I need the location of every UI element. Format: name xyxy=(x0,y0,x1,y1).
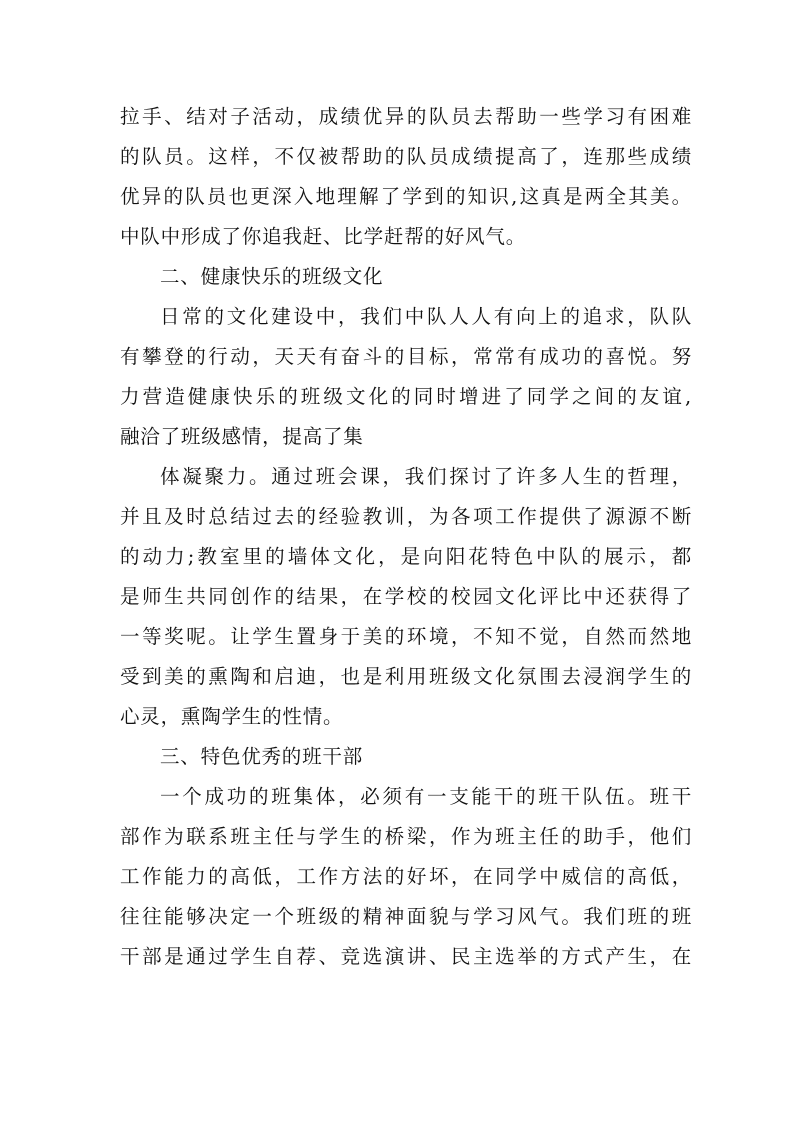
text-line: 力营造健康快乐的班级文化的同时增进了同学之间的友谊, xyxy=(120,385,692,408)
text-line: 一个成功的班集体，必须有一支能干的班干队伍。班干 xyxy=(160,785,692,808)
text-line: 往往能够决定一个班级的精神面貌与学习风气。我们班的班 xyxy=(120,905,692,928)
text-line: 心灵，熏陶学生的性情。 xyxy=(120,705,344,728)
section-heading: 二、健康快乐的班级文化 xyxy=(160,265,384,288)
text-line: 并且及时总结过去的经验教训，为各项工作提供了源源不断 xyxy=(120,505,692,528)
text-line: 优异的队员也更深入地理解了学到的知识,这真是两全其美。 xyxy=(120,185,692,208)
text-line: 干部是通过学生自荐、竞选演讲、民主选举的方式产生，在 xyxy=(120,945,692,968)
text-line: 的队员。这样，不仅被帮助的队员成绩提高了，连那些成绩 xyxy=(120,145,692,168)
text-line: 融洽了班级感情，提高了集 xyxy=(120,425,364,448)
text-line: 受到美的熏陶和启迪，也是利用班级文化氛围去浸润学生的 xyxy=(120,665,692,688)
section-heading: 三、特色优秀的班干部 xyxy=(160,745,364,768)
text-line: 工作能力的高低，工作方法的好坏，在同学中威信的高低， xyxy=(120,865,692,888)
text-line: 拉手、结对子活动，成绩优异的队员去帮助一些学习有困难 xyxy=(120,105,692,128)
text-line: 一等奖呢。让学生置身于美的环境，不知不觉，自然而然地 xyxy=(120,625,692,648)
text-line: 的动力;教室里的墙体文化，是向阳花特色中队的展示，都 xyxy=(120,545,692,568)
text-line: 有攀登的行动，天天有奋斗的目标，常常有成功的喜悦。努 xyxy=(120,345,692,368)
text-line: 体凝聚力。通过班会课，我们探讨了许多人生的哲理， xyxy=(160,465,692,488)
text-line: 部作为联系班主任与学生的桥梁，作为班主任的助手，他们 xyxy=(120,825,692,848)
text-line: 中队中形成了你追我赶、比学赶帮的好风气。 xyxy=(120,225,527,248)
text-line: 是师生共同创作的结果，在学校的校园文化评比中还获得了 xyxy=(120,585,692,608)
text-line: 日常的文化建设中，我们中队人人有向上的追求，队队 xyxy=(160,305,692,328)
